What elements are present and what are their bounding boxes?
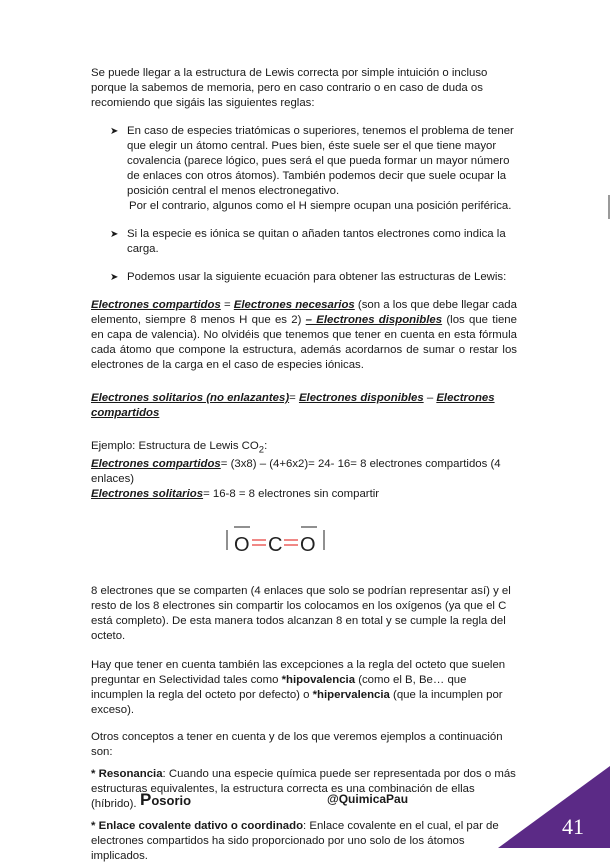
explanation-paragraph: 8 electrones que se comparten (4 enlaces que solo se podrían representar así) y el resto de los 8 electrones sin compartir los colocamos en los oxígenos (ya que el C está completo). De esta manera todos alcanzan 8 en total y se cumple la regla del octeto. — [91, 585, 511, 643]
page-number: 41 — [562, 814, 584, 839]
solitary-formula: Electrones solitarios (no enlazantes)= Electrones disponibles – Electrones compartidos — [91, 392, 495, 419]
page-content — [91, 66, 517, 864]
arrow-bullet-icon: ➤ — [110, 272, 119, 283]
list-item: ➤ Podemos usar la siguiente ecuación para obtener las estructuras de Lewis: — [110, 271, 507, 283]
exceptions-paragraph: Hay que tener en cuenta también las excepciones a la regla del octeto que suelen preguntar en Selectividad tales como *hipovalencia (como el B, Be… que incumplen la regla del octeto por defecto) o *hipervalencia (que la incumplen por exceso). — [91, 659, 506, 717]
example-line-shared: Electrones compartidos= (3x8) – (4+6x2)= 24- 16= 8 electrones compartidos (4 enlaces) — [91, 458, 501, 486]
others-paragraph: Otros conceptos a tener en cuenta y de los que veremos ejemplos a continuación son: — [91, 731, 503, 759]
resonance-paragraph: * Resonancia: Cuando una especie química puede ser representada por dos o más estructuras equivalentes, la estructura correcta es una combinación de ellas (híbrido). — [91, 768, 516, 811]
equation-paragraph: Electrones compartidos = Electrones necesarios (son a los que debe llegar cada elemento, siempre 8 menos H que es 2) – Electrones disponibles (los que tiene en capa de valencia). No olvidéis que tenemos que tener en cuenta en esta fórmula cada átomo que compone la estructura, además acordarnos de sumar o restar los electrones de la carga en el caso de especies iónicas. — [91, 299, 517, 371]
page-corner-decoration — [498, 766, 610, 848]
atom-left: O — [234, 534, 250, 557]
lewis-structure — [91, 532, 517, 562]
example-line-solitary: Electrones solitarios= 16-8 = 8 electrones sin compartir — [91, 488, 380, 501]
example-title: Ejemplo: Estructura de Lewis $CO_2$: — [91, 440, 268, 456]
arrow-bullet-icon: ➤ — [110, 229, 119, 240]
list-item: ➤ En caso de especies triatómicas o superiores, tenemos el problema de tener que elegir un átomo central. Pues bien, éste suele ser el que tiene mayor covalencia (parece lógico, pues será el que pueda formar un mayor número de enlaces con otros átomos). También podemos decir que suele ocupar la posición central el menos electronegativo. Por el contrario, algunos como el H siempre ocupan una posición periférica. — [110, 125, 514, 212]
atom-center: C — [268, 534, 283, 557]
arrow-bullet-icon: ➤ — [110, 126, 119, 137]
dative-paragraph: * Enlace covalente dativo o coordinado: Enlace covalente en el cual, el par de electrones compartidos ha sido proporcionado por uno solo de los átomos implicados. — [91, 820, 499, 863]
footer-handle: @QuimicaPau — [327, 792, 409, 806]
lewis-diagram — [224, 524, 334, 560]
atom-right: O — [300, 534, 316, 557]
footer-logo: Posorio — [140, 790, 192, 809]
purple-triangle — [498, 766, 610, 848]
rules-list — [91, 124, 517, 285]
intro-paragraph: Se puede llegar a la estructura de Lewis correcta por simple intuición o incluso porque la sabemos de memoria, pero en caso contrario o en caso de duda os recomiendo que sigáis las siguientes reglas: — [91, 67, 488, 109]
list-item: ➤ Si la especie es iónica se quitan o añaden tantos electrones como indica la carga. — [110, 228, 506, 255]
